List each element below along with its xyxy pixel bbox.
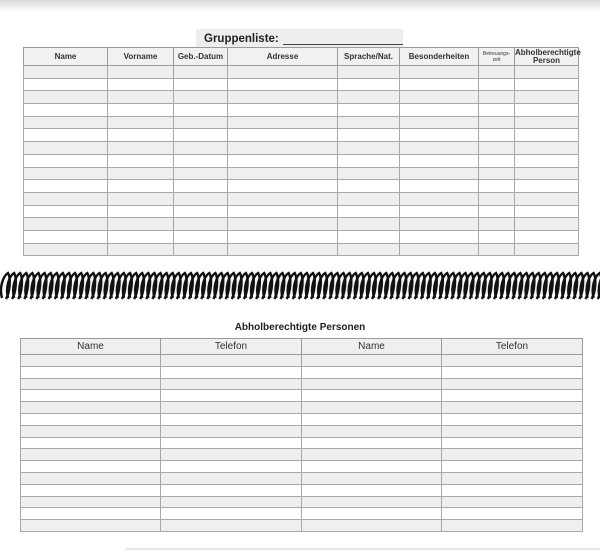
pickup-cell[interactable]: [161, 355, 302, 367]
col-header-adresse: Adresse: [228, 48, 338, 66]
pickup-cell[interactable]: [21, 390, 161, 402]
group-list-body: [24, 66, 579, 256]
group-list-cell[interactable]: [515, 78, 579, 91]
group-list-cell[interactable]: [400, 180, 479, 193]
group-list-cell[interactable]: [479, 180, 515, 193]
pickup-cell[interactable]: [302, 390, 442, 402]
group-list-table: [23, 47, 579, 256]
group-list-row: [24, 142, 579, 155]
pickup-row: [21, 355, 583, 367]
col-header-geb-datum: Geb.-Datum: [174, 48, 228, 66]
pickup-cell[interactable]: [442, 366, 583, 378]
next-page-edge: [125, 548, 600, 550]
pickup-cell[interactable]: [302, 496, 442, 508]
group-list-cell[interactable]: [24, 218, 108, 231]
pickup-cell[interactable]: [161, 378, 302, 390]
group-list-cell[interactable]: [228, 154, 338, 167]
group-list-cell[interactable]: [479, 116, 515, 129]
pickup-cell[interactable]: [302, 472, 442, 484]
group-list-cell[interactable]: [400, 205, 479, 218]
group-list-cell[interactable]: [228, 78, 338, 91]
group-list-cell[interactable]: [174, 66, 228, 79]
pickup-cell[interactable]: [21, 437, 161, 449]
pickup-cell[interactable]: [21, 413, 161, 425]
pickup-cell[interactable]: [302, 484, 442, 496]
group-list-cell[interactable]: [515, 116, 579, 129]
pickup-cell[interactable]: [21, 508, 161, 520]
pickup-row: [21, 461, 583, 473]
group-list-cell[interactable]: [108, 78, 174, 91]
group-list-cell[interactable]: [338, 142, 400, 155]
pickup-cell[interactable]: [21, 402, 161, 414]
group-list-cell[interactable]: [228, 230, 338, 243]
pickup-cell[interactable]: [21, 461, 161, 473]
group-list-header-row: [24, 48, 579, 66]
group-list-cell[interactable]: [515, 154, 579, 167]
pickup-row: [21, 390, 583, 402]
group-list-cell[interactable]: [174, 205, 228, 218]
group-list-cell[interactable]: [515, 205, 579, 218]
pickup-col-name-1: Name: [21, 339, 161, 355]
pickup-cell[interactable]: [161, 449, 302, 461]
group-list-cell[interactable]: [338, 91, 400, 104]
pickup-row: [21, 437, 583, 449]
group-list-cell[interactable]: [228, 167, 338, 180]
pickup-cell[interactable]: [21, 425, 161, 437]
pickup-cell[interactable]: [161, 472, 302, 484]
group-list-cell[interactable]: [515, 142, 579, 155]
pickup-cell[interactable]: [302, 355, 442, 367]
group-list-cell[interactable]: [24, 66, 108, 79]
pickup-cell[interactable]: [442, 390, 583, 402]
group-list-cell[interactable]: [515, 230, 579, 243]
group-list-cell[interactable]: [174, 78, 228, 91]
pickup-cell[interactable]: [21, 472, 161, 484]
pickup-cell[interactable]: [442, 449, 583, 461]
group-list-cell[interactable]: [228, 180, 338, 193]
group-list-cell[interactable]: [174, 167, 228, 180]
top-edge-shadow: [0, 0, 600, 12]
group-list-cell[interactable]: [479, 218, 515, 231]
group-list-cell[interactable]: [228, 192, 338, 205]
pickup-table: [20, 338, 583, 532]
group-list-cell[interactable]: [108, 218, 174, 231]
group-list-cell[interactable]: [24, 104, 108, 117]
group-list-cell[interactable]: [479, 129, 515, 142]
pickup-cell[interactable]: [161, 508, 302, 520]
pickup-row: [21, 366, 583, 378]
pickup-row: [21, 484, 583, 496]
group-list-cell[interactable]: [338, 230, 400, 243]
group-list-cell[interactable]: [400, 167, 479, 180]
group-list-cell[interactable]: [228, 218, 338, 231]
group-list-cell[interactable]: [338, 205, 400, 218]
group-list-cell[interactable]: [228, 104, 338, 117]
pickup-cell[interactable]: [161, 366, 302, 378]
group-list-cell[interactable]: [108, 116, 174, 129]
pickup-col-telefon-1: Telefon: [161, 339, 302, 355]
group-list-cell[interactable]: [228, 142, 338, 155]
group-list-cell[interactable]: [108, 230, 174, 243]
group-list-cell[interactable]: [174, 243, 228, 256]
group-list-cell[interactable]: [174, 192, 228, 205]
group-list-cell[interactable]: [400, 142, 479, 155]
group-list-title: [196, 29, 403, 49]
group-list-cell[interactable]: [174, 104, 228, 117]
group-list-cell[interactable]: [515, 66, 579, 79]
group-list-cell[interactable]: [228, 91, 338, 104]
group-list-cell[interactable]: [108, 66, 174, 79]
group-list-cell[interactable]: [338, 66, 400, 79]
pickup-row: [21, 413, 583, 425]
group-list-cell[interactable]: [108, 104, 174, 117]
pickup-cell[interactable]: [302, 520, 442, 532]
spiral-binding: [0, 268, 600, 304]
pickup-cell[interactable]: [21, 520, 161, 532]
group-list-cell[interactable]: [338, 218, 400, 231]
group-list-cell[interactable]: [228, 243, 338, 256]
group-list-cell[interactable]: [338, 129, 400, 142]
pickup-row: [21, 472, 583, 484]
group-list-cell[interactable]: [338, 192, 400, 205]
col-header-besonderheiten: Besonderheiten: [400, 48, 479, 66]
pickup-sheet: [0, 304, 600, 554]
group-list-cell[interactable]: [24, 142, 108, 155]
pickup-cell[interactable]: [161, 402, 302, 414]
group-list-cell[interactable]: [400, 91, 479, 104]
group-list-cell[interactable]: [338, 243, 400, 256]
group-list-cell[interactable]: [400, 154, 479, 167]
group-list-cell[interactable]: [228, 116, 338, 129]
pickup-cell[interactable]: [442, 402, 583, 414]
group-list-cell[interactable]: [479, 78, 515, 91]
group-list-cell[interactable]: [479, 142, 515, 155]
group-list-cell[interactable]: [174, 218, 228, 231]
group-list-cell[interactable]: [515, 129, 579, 142]
group-list-row: [24, 104, 579, 117]
pickup-row: [21, 378, 583, 390]
pickup-cell[interactable]: [442, 520, 583, 532]
group-list-cell[interactable]: [24, 116, 108, 129]
group-list-cell[interactable]: [515, 167, 579, 180]
pickup-cell[interactable]: [161, 496, 302, 508]
pickup-cell[interactable]: [442, 461, 583, 473]
pickup-row: [21, 508, 583, 520]
pickup-cell[interactable]: [302, 449, 442, 461]
group-list-cell[interactable]: [400, 230, 479, 243]
pickup-col-telefon-2: Telefon: [442, 339, 583, 355]
pickup-cell[interactable]: [442, 496, 583, 508]
group-list-cell[interactable]: [400, 243, 479, 256]
group-list-cell[interactable]: [400, 78, 479, 91]
pickup-cell[interactable]: [21, 378, 161, 390]
pickup-cell[interactable]: [161, 413, 302, 425]
pickup-cell[interactable]: [161, 437, 302, 449]
group-list-row: [24, 78, 579, 91]
group-list-cell[interactable]: [108, 192, 174, 205]
col-header-vorname: Vorname: [108, 48, 174, 66]
group-list-cell[interactable]: [24, 129, 108, 142]
pickup-cell[interactable]: [442, 508, 583, 520]
group-list-cell[interactable]: [338, 104, 400, 117]
pickup-col-name-2: Name: [302, 339, 442, 355]
pickup-cell[interactable]: [302, 437, 442, 449]
group-list-cell[interactable]: [400, 66, 479, 79]
group-list-cell[interactable]: [479, 230, 515, 243]
group-list-cell[interactable]: [174, 91, 228, 104]
pickup-cell[interactable]: [21, 484, 161, 496]
group-list-cell[interactable]: [515, 243, 579, 256]
pickup-cell[interactable]: [302, 461, 442, 473]
group-list-cell[interactable]: [24, 230, 108, 243]
pickup-cell[interactable]: [442, 484, 583, 496]
group-list-cell[interactable]: [400, 104, 479, 117]
pickup-cell[interactable]: [302, 425, 442, 437]
pickup-cell[interactable]: [442, 425, 583, 437]
pickup-cell[interactable]: [302, 508, 442, 520]
pickup-row: [21, 425, 583, 437]
pickup-cell[interactable]: [161, 461, 302, 473]
pickup-cell[interactable]: [442, 355, 583, 367]
group-list-cell[interactable]: [174, 129, 228, 142]
pickup-row: [21, 402, 583, 414]
pickup-title: Abholberechtigte Personen: [234, 322, 366, 333]
col-header-name: Name: [24, 48, 108, 66]
group-list-cell[interactable]: [24, 154, 108, 167]
pickup-cell[interactable]: [21, 496, 161, 508]
group-list-cell[interactable]: [174, 154, 228, 167]
pickup-cell[interactable]: [161, 425, 302, 437]
group-list-row: [24, 180, 579, 193]
group-list-row: [24, 167, 579, 180]
pickup-cell[interactable]: [161, 390, 302, 402]
pickup-header-row: [21, 339, 583, 355]
group-list-cell[interactable]: [479, 205, 515, 218]
group-list-row: [24, 129, 579, 142]
pickup-cell[interactable]: [21, 366, 161, 378]
group-list-row: [24, 116, 579, 129]
spiral-coils: [1, 273, 600, 299]
group-list-cell[interactable]: [338, 154, 400, 167]
group-list-cell[interactable]: [479, 243, 515, 256]
group-list-cell[interactable]: [24, 167, 108, 180]
group-list-cell[interactable]: [400, 129, 479, 142]
pickup-row: [21, 449, 583, 461]
group-list-cell[interactable]: [24, 243, 108, 256]
pickup-cell[interactable]: [302, 366, 442, 378]
group-list-cell[interactable]: [400, 218, 479, 231]
group-list-cell[interactable]: [174, 230, 228, 243]
pickup-cell[interactable]: [302, 378, 442, 390]
group-list-cell[interactable]: [228, 129, 338, 142]
pickup-cell[interactable]: [442, 413, 583, 425]
group-list-cell[interactable]: [24, 205, 108, 218]
group-list-cell[interactable]: [24, 180, 108, 193]
group-list-cell[interactable]: [108, 243, 174, 256]
title-fill-line: [283, 34, 403, 45]
pickup-cell[interactable]: [161, 484, 302, 496]
group-list-cell[interactable]: [108, 129, 174, 142]
group-list-cell[interactable]: [108, 154, 174, 167]
pickup-cell[interactable]: [161, 520, 302, 532]
group-list-cell[interactable]: [24, 78, 108, 91]
pickup-row: [21, 496, 583, 508]
group-list-cell[interactable]: [515, 91, 579, 104]
group-list-cell[interactable]: [174, 142, 228, 155]
pickup-cell[interactable]: [442, 437, 583, 449]
group-list-cell[interactable]: [479, 167, 515, 180]
group-list-cell[interactable]: [108, 91, 174, 104]
group-list-cell[interactable]: [479, 192, 515, 205]
pickup-cell[interactable]: [442, 472, 583, 484]
group-list-row: [24, 154, 579, 167]
group-list-cell[interactable]: [174, 116, 228, 129]
group-list-cell[interactable]: [338, 116, 400, 129]
group-list-cell[interactable]: [515, 180, 579, 193]
group-list-cell[interactable]: [400, 116, 479, 129]
group-list-cell[interactable]: [24, 91, 108, 104]
pickup-cell[interactable]: [21, 449, 161, 461]
col-header-betreuungszeit: Betreuungs-zeit: [479, 48, 515, 66]
pickup-cell[interactable]: [442, 378, 583, 390]
group-list-cell[interactable]: [515, 218, 579, 231]
group-list-row: [24, 205, 579, 218]
group-list-cell[interactable]: [108, 167, 174, 180]
group-list-row: [24, 91, 579, 104]
group-list-cell[interactable]: [338, 78, 400, 91]
group-list-sheet: [0, 12, 600, 268]
group-list-title-text: Gruppenliste:: [204, 33, 279, 45]
pickup-cell[interactable]: [302, 402, 442, 414]
pickup-row: [21, 520, 583, 532]
group-list-cell[interactable]: [228, 205, 338, 218]
group-list-row: [24, 218, 579, 231]
group-list-row: [24, 243, 579, 256]
group-list-row: [24, 192, 579, 205]
group-list-cell[interactable]: [228, 66, 338, 79]
group-list-cell[interactable]: [108, 205, 174, 218]
group-list-row: [24, 230, 579, 243]
group-list-cell[interactable]: [479, 104, 515, 117]
group-list-cell[interactable]: [338, 167, 400, 180]
group-list-cell[interactable]: [400, 192, 479, 205]
group-list-cell[interactable]: [479, 91, 515, 104]
group-list-cell[interactable]: [338, 180, 400, 193]
group-list-cell[interactable]: [479, 154, 515, 167]
group-list-cell[interactable]: [515, 104, 579, 117]
group-list-cell[interactable]: [515, 192, 579, 205]
pickup-cell[interactable]: [302, 413, 442, 425]
col-header-abholberechtigte: Abholberechtigte Person: [515, 47, 581, 65]
pickup-body: [21, 355, 583, 532]
group-list-cell[interactable]: [108, 180, 174, 193]
group-list-row: [24, 66, 579, 79]
col-header-sprache: Sprache/Nat.: [338, 48, 400, 66]
pickup-cell[interactable]: [21, 355, 161, 367]
group-list-cell[interactable]: [174, 180, 228, 193]
group-list-cell[interactable]: [479, 66, 515, 79]
group-list-cell[interactable]: [24, 192, 108, 205]
group-list-cell[interactable]: [108, 142, 174, 155]
